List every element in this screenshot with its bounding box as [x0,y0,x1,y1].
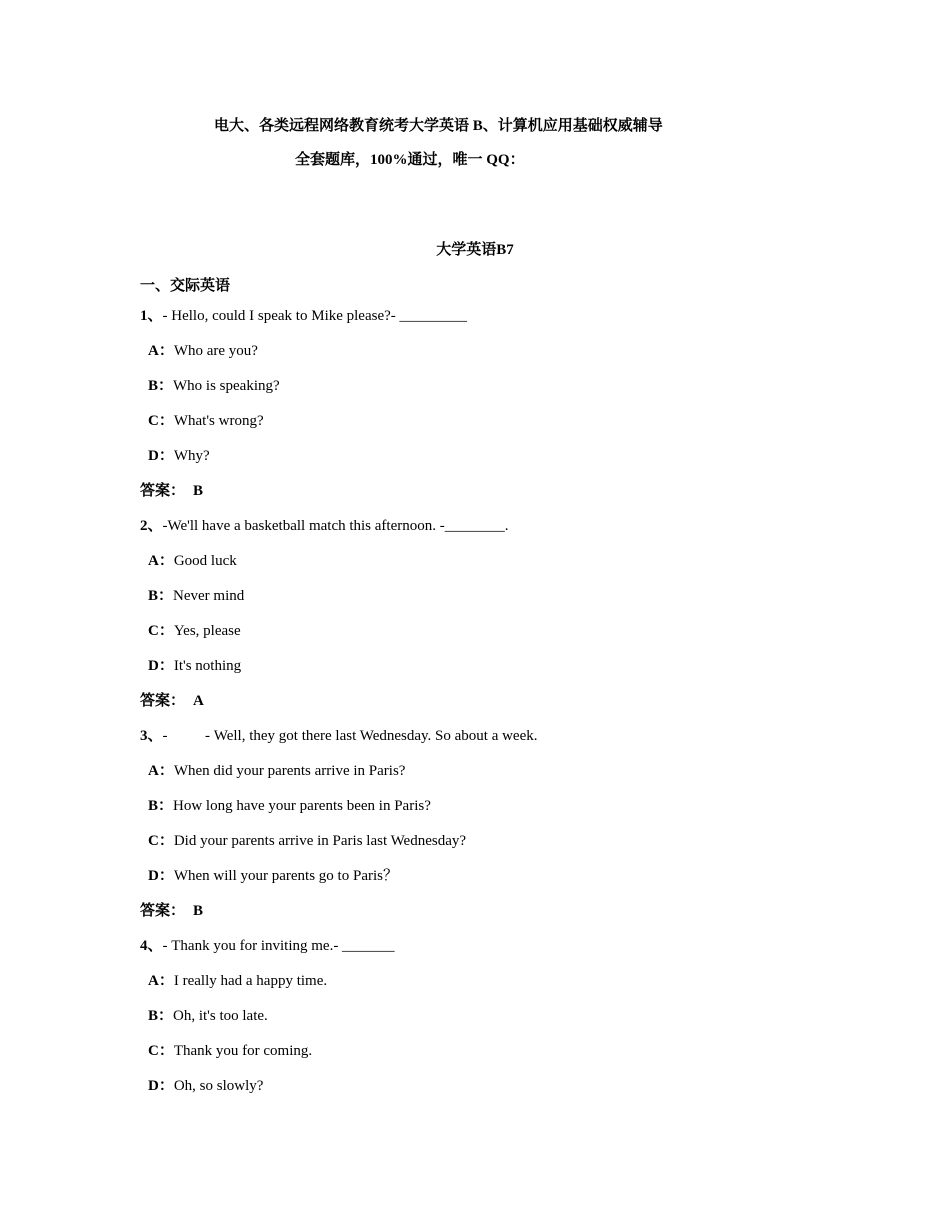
option-c [140,411,840,446]
option-d [140,866,840,901]
option-text: Oh, it's too late. [173,1008,268,1024]
option-text: What's wrong? [173,413,264,429]
option-b [140,586,840,621]
question-number: 4、 [140,938,163,954]
option-letter: C： [148,623,174,639]
option-b [140,376,840,411]
option-letter: D： [148,658,174,674]
header-line-1: 电大、各类远程网络教育统考大学英语 B、计算机应用基础权威辅导 [214,118,663,134]
answer-3 [140,901,840,936]
option-a [140,551,840,586]
option-text: Who are you? [173,343,258,359]
option-letter: C： [148,833,174,849]
option-letter: D： [148,448,174,464]
question-number: 2、 [140,518,163,534]
option-letter: B： [148,1008,174,1024]
option-text: I really had a happy time. [173,973,328,989]
option-letter: B： [148,588,174,604]
answer-value: B [193,483,204,499]
question-text: - Hello, could I speak to Mike please?- _________ [162,308,468,324]
question-4 [140,936,840,971]
question-1 [140,306,840,341]
answer-label: 答案： [140,483,186,499]
option-c [140,831,840,866]
option-text: It's nothing [173,658,242,674]
option-text: When will your parents go to Paris？ [173,868,398,884]
option-text: Yes, please [173,623,241,639]
option-text: When did your parents arrive in Paris? [173,763,406,779]
question-text: -We'll have a basketball match this afternoon. -________. [162,518,509,534]
option-c [140,1041,840,1076]
option-text: Thank you for coming. [173,1043,313,1059]
option-c [140,621,840,656]
option-text: Did your parents arrive in Paris last Wednesday? [173,833,467,849]
question-text: - - Well, they got there last Wednesday. So about a week. [162,728,538,744]
option-a [140,761,840,796]
option-letter: B： [148,378,174,394]
question-number: 1、 [140,308,163,324]
option-b [140,1006,840,1041]
answer-label: 答案： [140,903,186,919]
option-a [140,341,840,376]
question-list [140,306,840,1111]
option-letter: B： [148,798,174,814]
option-a [140,971,840,1006]
option-b [140,796,840,831]
answer-label: 答案： [140,693,186,709]
option-letter: A： [148,343,174,359]
answer-1 [140,481,840,516]
option-letter: C： [148,1043,174,1059]
option-letter: D： [148,868,174,884]
option-text: Why? [173,448,210,464]
option-letter: A： [148,973,174,989]
section-title: 一、交际英语 [140,278,231,294]
question-number: 3、 [140,728,163,744]
option-letter: D： [148,1078,174,1094]
option-text: Good luck [173,553,237,569]
question-3 [140,726,840,761]
option-d [140,656,840,691]
answer-value: A [193,693,204,709]
header-line-2: 全套题库，100%通过，唯一 QQ： [295,152,525,168]
answer-2 [140,691,840,726]
question-text: - Thank you for inviting me.- _______ [162,938,395,954]
option-text: Never mind [173,588,245,604]
option-d [140,1076,840,1111]
document-title: 大学英语B7 [436,242,514,258]
option-text: Who is speaking? [173,378,280,394]
option-letter: A： [148,553,174,569]
answer-value: B [193,903,204,919]
option-text: How long have your parents been in Paris? [173,798,431,814]
option-letter: A： [148,763,174,779]
option-text: Oh, so slowly? [173,1078,264,1094]
option-d [140,446,840,481]
option-letter: C： [148,413,174,429]
question-2 [140,516,840,551]
